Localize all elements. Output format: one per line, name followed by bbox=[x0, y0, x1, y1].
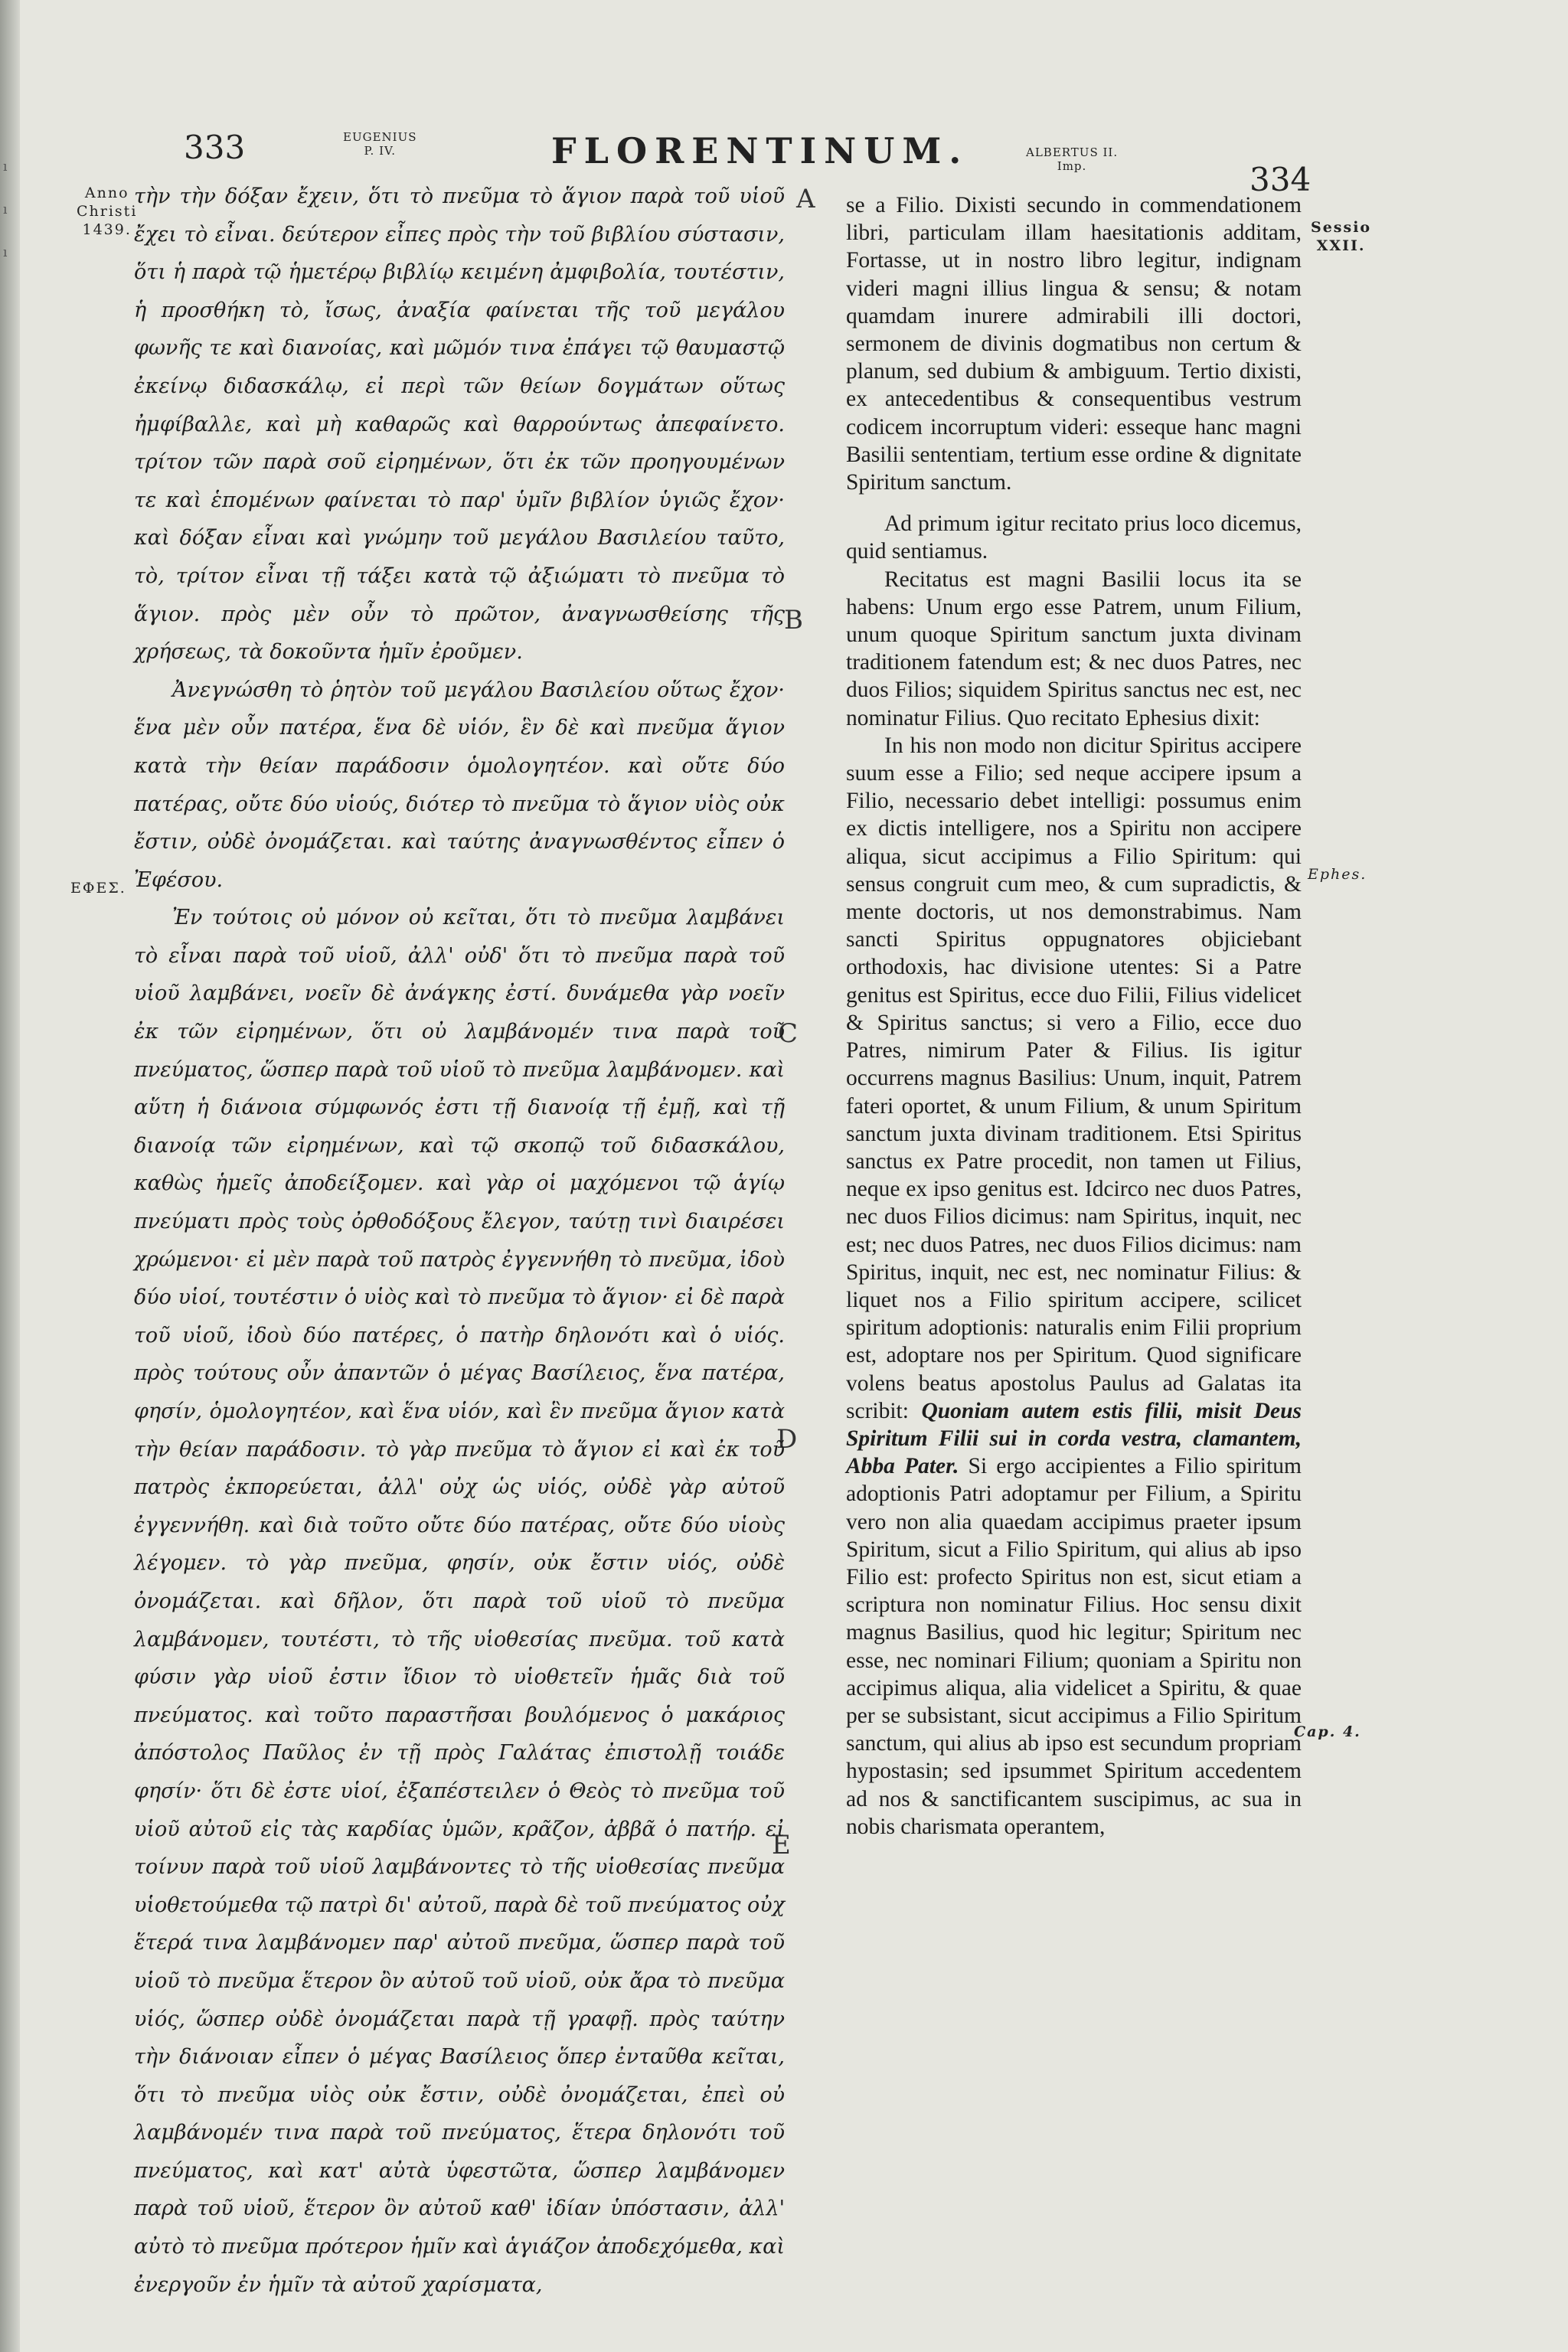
section-letter-d: D bbox=[776, 1424, 798, 1455]
latin-paragraph-3: Recitatus est magni Basilii locus ita se habens: Unum ergo esse Patrem, unum Filium, unum quoque Spiritum sanctum juxta divinam traditionem fatendum est; & nec duos Patres, nec duos Filios; siquidem Spiritus sanctus nec est, nec nominatur Filius. Quo recitato Ephesius dixit: bbox=[846, 567, 1302, 730]
latin-paragraph-4 bbox=[846, 732, 1302, 1841]
latin-paragraph-4-start: In his non modo non dicitur Spiritus accipere suum esse a Filio; sed neque accipere ipsum a Filio, necessario debet intelligi: possumus enim ex dictis intelligere, nos a Spiritu non accipere aliqua, sicut accipimus a Filio Spiritum: qui sensus congruit cum meo, & cum supradictis, & mente doctoris, ut nos demonstrabimus. Nam sancti Spiritus oppugnatores objiciebant orthodoxis, hac divisione utentes: Si a Patre genitus est Spiritus, ecce duo Filii, Filius videlicet & Spiritus sanctus; si vero a Filio, ecce duo Patres, nimirum Pater & Filius. Iis igitur occurrens magnus Basilius: Unum, inquit, Patrem fateri oportet, & unum Filium, & unum Spiritum sanctum juxta divinam traditionem. Etsi Spiritus sanctus ex Patre procedit, non tamen ut Filius, neque ex ipso genitus est. Idcirco nec duos Patres, nec duos Filios dicimus: nam Spiritus, inquit, nec est; nec duos Patres, nec duos Filios dicimus: nam Spiritus, inquit, nec est, nec nominatur Filius: & liquet nos a Filio spiritum accipere, scilicet spiritum adoptionis: naturalis enim Filii proprium est, adoptare nos per Spiritum. Quod significare volens beatus apostolus Paulus ad Galatas ita scribit: bbox=[846, 733, 1302, 1423]
greek-paragraph-2: Ἀνεγνώσθη τὸ ῥητὸν τοῦ μεγάλου Βασιλείου οὕτως ἔχον· ἕνα μὲν οὖν πατέρα, ἕνα δὲ υἱόν, ἓν δὲ καὶ πνεῦμα ἅγιον κατὰ τὴν θείαν παράδοσιν ὁμολογητέον. καὶ οὔτε δύο πατέρας, οὔτε δύο υἱούς, διότερ τὸ πνεῦμα τὸ ἅγιον υἱὸς οὐκ ἔστιν, οὐδὲ ὀνομάζεται. καὶ ταύτης ἀναγνωσθέντος εἶπεν ὁ Ἐφέσου. bbox=[134, 678, 785, 892]
section-letter-a: A bbox=[796, 184, 815, 214]
latin-paragraph-4-end: Si ergo accipientes a Filio spiritum adoptionis Patri adoptamur per Filium, a Spiritu vero non alia quaedam accipimus praeter ipsum Spiritum, sicut a Filio Spiritum, qui alius ab ipso Filio est: profecto Spiritus non est, sicut etiam a scriptura non nominatur Filius. Hoc sensu dixit magnus Basilius, quod hic legitur; Spiritum nec esse, nec nominari Filium; quoniam a Spiritu non accipimus aliqua, alia videlicet a Spiritu, & quae per se subsistant, sicut accipimus a Filio Spiritum sanctum, qui alius ab ipso est secundum propriam hypostasin; sed ipsummet Spiritum accedentem ad nos & sanctificantem suscipimus, ac sua in nobis charismata operantem, bbox=[846, 1454, 1302, 1839]
latin-speaker-note: Ephes. bbox=[1308, 866, 1367, 883]
latin-column bbox=[846, 191, 1302, 1841]
latin-paragraph-1: se a Filio. Dixisti secundo in commendationem libri, particulam illam haesitationis additam, Fortasse, ut in nostro libro legitur, indignam videri magni illius lingua & sensu; & notam quamdam inurere admirabili illi doctori, sermonem de divinis dogmatibus non certum & planum, sed dubium & ambiguum. Tertio dixisti, ex antecedentibus & consequentibus vestrum codicem incorruptum videri: esseque hanc magni Basilii sententiam, tertium esse ordine & dignitate Spiritum sanctum. bbox=[846, 193, 1302, 495]
latin-paragraph-2: Ad primum igitur recitato prius loco dicemus, quid sentiamus. bbox=[846, 511, 1302, 564]
section-letter-b: B bbox=[784, 605, 803, 635]
year-margin-note: Anno Christi 1439. bbox=[77, 185, 138, 238]
left-page-number: 333 bbox=[184, 129, 246, 166]
gutter-marks: ı ı ı bbox=[3, 159, 8, 260]
scripture-quote: Quoniam autem estis filii, misit Deus Spiritum Filii sui in corda vestra, clamantem, Abba Pater. bbox=[846, 1398, 1302, 1479]
page-title: FLORENTINUM. bbox=[551, 130, 969, 172]
left-running-head: EUGENIUS P. IV. bbox=[343, 130, 417, 158]
right-running-head: ALBERTUS II. Imp. bbox=[1026, 145, 1119, 173]
section-letter-e: E bbox=[772, 1830, 791, 1860]
section-letter-c: C bbox=[778, 1018, 799, 1049]
greek-paragraph-1: τὴν τὴν δόξαν ἔχειν, ὅτι τὸ πνεῦμα τὸ ἅγιον παρὰ τοῦ υἱοῦ ἔχει τὸ εἶναι. δεύτερον εἶπες πρὸς τὴν τοῦ βιβλίου σύστασιν, ὅτι ἡ παρὰ τῷ ἡμετέρῳ βιβλίῳ κειμένη ἀμφιβολία, τουτέστιν, ἡ προσθήκη τὸ, ἴσως, ἀναξία φαίνεται τῆς τοῦ μεγάλου φωνῆς τε καὶ διανοίας, καὶ μῶμόν τινα ἐπάγει τῷ θαυμαστῷ ἐκείνῳ διδασκάλῳ, εἰ περὶ τῶν θείων δογμάτων οὕτως ἠμφίβαλλε, καὶ μὴ καθαρῶς καὶ θαρρούντως ἀπεφαίνετο. τρίτον τῶν παρὰ σοῦ εἰρημένων, ὅτι ἐκ τῶν προηγουμένων τε καὶ ἑπομένων φαίνεται τὸ παρ' ὑμῖν βιβλίον ὑγιῶς ἔχον· καὶ δόξαν εἶναι καὶ γνώμην τοῦ μεγάλου Βασιλείου ταῦτο, τὸ, τρίτον εἶναι τῇ τάξει κατὰ τῷ ἀξιώματι τὸ πνεῦμα τὸ ἅγιον. πρὸς μὲν οὖν τὸ πρῶτον, ἀναγνωσθείσης τῆς χρήσεως, τὰ δοκοῦντα ἡμῖν ἐροῦμεν. bbox=[134, 185, 785, 665]
binding-gutter bbox=[0, 0, 20, 2352]
greek-column bbox=[134, 178, 785, 2304]
right-page-number: 334 bbox=[1250, 161, 1312, 198]
greek-speaker-note: ΕΦΕΣ. bbox=[70, 880, 126, 897]
citation-margin-note: Cap. 4. bbox=[1294, 1723, 1361, 1740]
greek-paragraph-3: Ἐν τούτοις οὐ μόνον οὐ κεῖται, ὅτι τὸ πνεῦμα λαμβάνει τὸ εἶναι παρὰ τοῦ υἱοῦ, ἀλλ' οὐδ' ὅτι τὸ πνεῦμα παρὰ τοῦ υἱοῦ λαμβάνει, νοεῖν δὲ ἀνάγκης ἐστί. δυνάμεθα γὰρ νοεῖν ἐκ τῶν εἰρημένων, ὅτι οὐ λαμβάνομέν τινα παρὰ τοῦ πνεύματος, ὥσπερ παρὰ τοῦ υἱοῦ τὸ πνεῦμα λαμβάνομεν. καὶ αὕτη ἡ διάνοια σύμφωνός ἐστι τῇ διανοίᾳ τῇ ἐμῇ, καὶ τῇ διανοίᾳ τῶν εἰρημένων, καὶ τῷ σκοπῷ τοῦ διδασκάλου, καθὼς ἡμεῖς ἀποδείξομεν. καὶ γὰρ οἱ μαχόμενοι τῷ ἁγίῳ πνεύματι πρὸς τοὺς ὀρθοδόξους ἔλεγον, ταύτῃ τινὶ διαιρέσει χρώμενοι· εἰ μὲν παρὰ τοῦ πατρὸς ἐγγεννήθη τὸ πνεῦμα, ἰδοὺ δύο υἱοί, τουτέστιν ὁ υἱὸς καὶ τὸ πνεῦμα τὸ ἅγιον· εἰ δὲ παρὰ τοῦ υἱοῦ, ἰδοὺ δύο πατέρες, ὁ πατὴρ δηλονότι καὶ ὁ υἱός. πρὸς τούτους οὖν ἀπαντῶν ὁ μέγας Βασίλειος, ἕνα πατέρα, φησίν, ὁμολογητέον, καὶ ἕνα υἱόν, καὶ ἓν πνεῦμα ἅγιον κατὰ τὴν θείαν παράδοσιν. τὸ γὰρ πνεῦμα τὸ ἅγιον εἰ καὶ ἐκ τοῦ πατρὸς ἐκπορεύεται, ἀλλ' οὐχ ὡς υἱός, οὐδὲ γὰρ αὐτοῦ ἐγγεννήθη. καὶ διὰ τοῦτο οὔτε δύο πατέρας, οὔτε δύο υἱοὺς λέγομεν. τὸ γὰρ πνεῦμα, φησίν, οὐκ ἔστιν υἱός, οὐδὲ ὀνομάζεται. καὶ δῆλον, ὅτι παρὰ τοῦ υἱοῦ τὸ πνεῦμα λαμβάνομεν, τουτέστι, τὸ τῆς υἱοθεσίας πνεῦμα. τοῦ κατὰ φύσιν γὰρ υἱοῦ ἐστιν ἴδιον τὸ υἱοθετεῖν ἡμᾶς διὰ τοῦ πνεύματος. καὶ τοῦτο παραστῆσαι βουλόμενος ὁ μακάριος ἀπόστολος Παῦλος ἐν τῇ πρὸς Γαλάτας ἐπιστολῇ τοιάδε φησίν· ὅτι δὲ ἐστε υἱοί, ἐξαπέστειλεν ὁ Θεὸς τὸ πνεῦμα τοῦ υἱοῦ αὐτοῦ εἰς τὰς καρδίας ὑμῶν, κρᾶζον, ἀββᾶ ὁ πατήρ. εἰ τοίνυν παρὰ τοῦ υἱοῦ λαμβάνοντες τὸ τῆς υἱοθεσίας πνεῦμα υἱοθετούμεθα τῷ πατρὶ δι' αὐτοῦ, παρὰ δὲ τοῦ πνεύματος οὐχ ἕτερά τινα λαμβάνομεν παρ' αὐτοῦ πνεῦμα, ὥσπερ παρὰ τοῦ υἱοῦ τὸ πνεῦμα ἕτερον ὂν αὐτοῦ τοῦ υἱοῦ, οὐκ ἄρα τὸ πνεῦμα υἱός, ὥσπερ οὐδὲ ὀνομάζεται παρὰ τῇ γραφῇ. πρὸς ταύτην τὴν διάνοιαν εἶπεν ὁ μέγας Βασίλειος ὅπερ ἐνταῦθα κεῖται, ὅτι τὸ πνεῦμα υἱὸς οὐκ ἔστιν, οὐδὲ ὀνομάζεται, ἐπεὶ οὐ λαμβάνομέν τινα παρὰ τοῦ πνεύματος, ἕτερα δηλονότι τοῦ πνεύματος, καὶ κατ' αὐτὰ ὑφεστῶτα, ὥσπερ λαμβάνομεν παρὰ τοῦ υἱοῦ, ἕτερον ὂν αὐτοῦ καθ' ἰδίαν ὑπόστασιν, ἀλλ' αὐτὸ τὸ πνεῦμα πρότερον ἡμῖν καὶ ἁγιάζον ἀποδεχόμεθα, καὶ ἐνεργοῦν ἐν ἡμῖν τὰ αὐτοῦ χαρίσματα, bbox=[134, 906, 785, 2297]
session-margin-note: Sessio XXII. bbox=[1311, 219, 1372, 254]
